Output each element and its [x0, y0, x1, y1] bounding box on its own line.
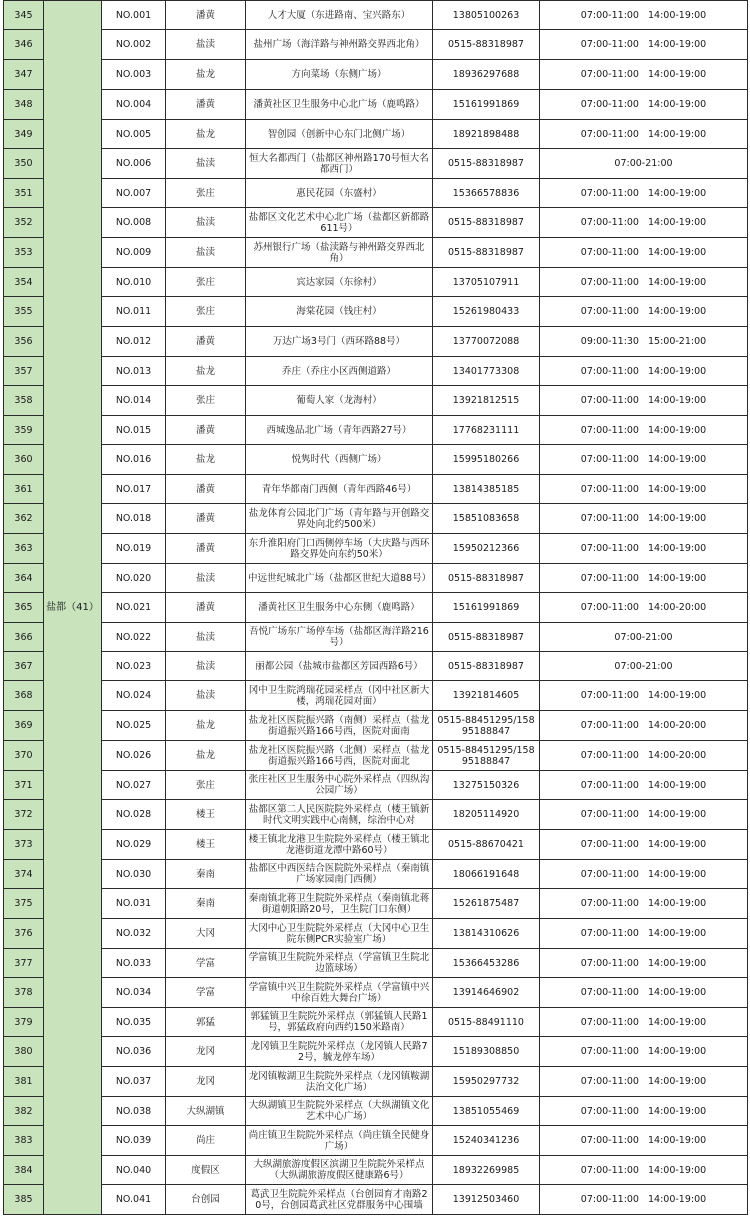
- phone-cell: 15261980433: [433, 297, 540, 327]
- district-cell: 盐都（41）: [44, 1, 102, 1215]
- site-code-cell: NO.004: [102, 90, 166, 120]
- phone-cell: 17768231111: [433, 416, 540, 445]
- row-seq-cell: 346: [4, 30, 44, 60]
- area-cell: 张庄: [166, 771, 246, 800]
- area-cell: 尚庄: [166, 1126, 246, 1156]
- site-name-cell: 吾悦广场东广场停车场（盐都区海洋路216号）: [246, 623, 433, 652]
- table-row: [4, 1126, 748, 1156]
- site-name-cell: 方向菜场（东侧广场）: [246, 60, 433, 90]
- area-cell: 秦南: [166, 860, 246, 889]
- table-row: [4, 386, 748, 416]
- area-cell: 台创园: [166, 1185, 246, 1215]
- site-code-cell: NO.023: [102, 652, 166, 681]
- phone-cell: 15995180266: [433, 445, 540, 475]
- area-cell: 盐渎: [166, 238, 246, 268]
- site-name-cell: 恒大名都西门（盐都区神州路170号恒大名都西门）: [246, 149, 433, 179]
- phone-cell: 15189308850: [433, 1037, 540, 1067]
- area-cell: 龙冈: [166, 1067, 246, 1097]
- area-cell: 盐渎: [166, 30, 246, 60]
- site-name-cell: 大纵湖镇卫生院院外采样点（大纵湖镇文化艺术中心广场）: [246, 1097, 433, 1126]
- area-cell: 盐渎: [166, 564, 246, 593]
- hours-cell: 07:00-11:00 14:00-19:00: [540, 504, 748, 534]
- area-cell: 盐龙: [166, 60, 246, 90]
- row-seq-cell: 347: [4, 60, 44, 90]
- site-name-cell: 西城逸品北广场（青年西路27号）: [246, 416, 433, 445]
- site-code-cell: NO.025: [102, 711, 166, 741]
- phone-cell: 0515-88451295/15895188847: [433, 741, 540, 771]
- hours-cell: 07:00-11:00 14:00-19:00: [540, 1097, 748, 1126]
- phone-cell: 13914646902: [433, 978, 540, 1008]
- site-name-cell: 丽都公园（盐城市盐都区芳园西路6号）: [246, 652, 433, 681]
- row-seq-cell: 378: [4, 978, 44, 1008]
- area-cell: 潘黄: [166, 416, 246, 445]
- table-row: [4, 1, 748, 30]
- table-row: [4, 179, 748, 208]
- phone-cell: 13912503460: [433, 1185, 540, 1215]
- site-name-cell: 大纵湖旅游度假区滨湖卫生院院外采样点（大纵湖旅游度假区健康路6号）: [246, 1156, 433, 1185]
- table-row: [4, 652, 748, 681]
- table-row: [4, 564, 748, 593]
- site-code-cell: NO.014: [102, 386, 166, 416]
- table-row: [4, 771, 748, 800]
- hours-cell: 07:00-11:00 14:00-19:00: [540, 297, 748, 327]
- site-code-cell: NO.034: [102, 978, 166, 1008]
- row-seq-cell: 384: [4, 1156, 44, 1185]
- hours-cell: 07:00-11:00 14:00-19:00: [540, 919, 748, 949]
- row-seq-cell: 361: [4, 475, 44, 504]
- row-seq-cell: 368: [4, 681, 44, 711]
- phone-cell: 0515-88318987: [433, 623, 540, 652]
- area-cell: 张庄: [166, 386, 246, 416]
- site-name-cell: 人才大厦（东进路南、宝兴路东）: [246, 1, 433, 30]
- area-cell: 盐龙: [166, 741, 246, 771]
- hours-cell: 07:00-11:00 14:00-19:00: [540, 889, 748, 919]
- table-row: [4, 919, 748, 949]
- site-name-cell: 郭猛镇卫生院院外采样点（郭猛镇人民路1号，郭猛政府向西约150米路南）: [246, 1008, 433, 1037]
- area-cell: 盐渎: [166, 149, 246, 179]
- phone-cell: 18936297688: [433, 60, 540, 90]
- row-seq-cell: 373: [4, 830, 44, 860]
- area-cell: 大冈: [166, 919, 246, 949]
- row-seq-cell: 358: [4, 386, 44, 416]
- phone-cell: 0515-88318987: [433, 149, 540, 179]
- site-name-cell: 苏州银行广场（盐渎路与神州路交界西北角）: [246, 238, 433, 268]
- area-cell: 潘黄: [166, 534, 246, 564]
- area-cell: 大纵湖镇: [166, 1097, 246, 1126]
- phone-cell: 0515-88318987: [433, 652, 540, 681]
- site-code-cell: NO.005: [102, 120, 166, 149]
- phone-cell: 13805100263: [433, 1, 540, 30]
- table-row: [4, 475, 748, 504]
- hours-cell: 07:00-11:00 14:00-19:00: [540, 208, 748, 238]
- row-seq-cell: 365: [4, 593, 44, 623]
- site-code-cell: NO.039: [102, 1126, 166, 1156]
- site-code-cell: NO.015: [102, 416, 166, 445]
- site-code-cell: NO.003: [102, 60, 166, 90]
- area-cell: 盐渎: [166, 652, 246, 681]
- phone-cell: 18205114920: [433, 800, 540, 830]
- hours-cell: 07:00-11:00 14:00-20:00: [540, 711, 748, 741]
- table-row: [4, 1156, 748, 1185]
- site-name-cell: 中远世纪城北广场（盐都区世纪大道88号）: [246, 564, 433, 593]
- site-code-cell: NO.012: [102, 327, 166, 357]
- hours-cell: 07:00-11:00 14:00-19:00: [540, 949, 748, 978]
- site-code-cell: NO.024: [102, 681, 166, 711]
- site-code-cell: NO.040: [102, 1156, 166, 1185]
- area-cell: 盐龙: [166, 120, 246, 149]
- area-cell: 龙冈: [166, 1037, 246, 1067]
- site-name-cell: 学富镇卫生院院外采样点（学富镇卫生院北边篮球场）: [246, 949, 433, 978]
- site-code-cell: NO.002: [102, 30, 166, 60]
- table-row: [4, 741, 748, 771]
- site-code-cell: NO.041: [102, 1185, 166, 1215]
- row-seq-cell: 356: [4, 327, 44, 357]
- table-row: [4, 681, 748, 711]
- site-name-cell: 盐龙社区医院振兴路（北侧）采样点（盐龙街道振兴路166号西，医院对面北: [246, 741, 433, 771]
- hours-cell: 07:00-11:00 14:00-19:00: [540, 771, 748, 800]
- site-code-cell: NO.038: [102, 1097, 166, 1126]
- table-row: [4, 120, 748, 149]
- phone-cell: 0515-88318987: [433, 238, 540, 268]
- hours-cell: 07:00-11:00 14:00-19:00: [540, 1067, 748, 1097]
- hours-cell: 07:00-11:00 14:00-19:00: [540, 1037, 748, 1067]
- phone-cell: 13921812515: [433, 386, 540, 416]
- hours-cell: 07:00-11:00 14:00-19:00: [540, 268, 748, 297]
- site-code-cell: NO.021: [102, 593, 166, 623]
- row-seq-cell: 376: [4, 919, 44, 949]
- hours-cell: 07:00-11:00 14:00-19:00: [540, 800, 748, 830]
- site-name-cell: 智创园（创新中心东门北侧广场）: [246, 120, 433, 149]
- site-code-cell: NO.029: [102, 830, 166, 860]
- hours-cell: 07:00-11:00 14:00-19:00: [540, 357, 748, 386]
- site-name-cell: 乔庄（乔庄小区西侧道路）: [246, 357, 433, 386]
- area-cell: 潘黄: [166, 593, 246, 623]
- area-cell: 张庄: [166, 179, 246, 208]
- site-name-cell: 葡萄人家（龙海村）: [246, 386, 433, 416]
- site-name-cell: 冈中卫生院鸿瑞花园采样点（冈中社区新大楼，鸿瑞花园对面）: [246, 681, 433, 711]
- area-cell: 盐渎: [166, 623, 246, 652]
- phone-cell: 18921898488: [433, 120, 540, 149]
- area-cell: 秦南: [166, 889, 246, 919]
- area-cell: 张庄: [166, 297, 246, 327]
- table-row: [4, 1185, 748, 1215]
- row-seq-cell: 377: [4, 949, 44, 978]
- row-seq-cell: 369: [4, 711, 44, 741]
- site-code-cell: NO.010: [102, 268, 166, 297]
- row-seq-cell: 372: [4, 800, 44, 830]
- table-row: [4, 534, 748, 564]
- table-row: [4, 60, 748, 90]
- hours-cell: 07:00-11:00 14:00-19:00: [540, 830, 748, 860]
- site-code-cell: NO.020: [102, 564, 166, 593]
- site-name-cell: 盐龙体育公园北门广场（青年路与开创路交界处向北约500米）: [246, 504, 433, 534]
- row-seq-cell: 351: [4, 179, 44, 208]
- row-seq-cell: 364: [4, 564, 44, 593]
- table-row: [4, 978, 748, 1008]
- area-cell: 盐龙: [166, 445, 246, 475]
- site-code-cell: NO.030: [102, 860, 166, 889]
- hours-cell: 07:00-11:00 14:00-19:00: [540, 60, 748, 90]
- hours-cell: 07:00-21:00: [540, 652, 748, 681]
- area-cell: 盐龙: [166, 711, 246, 741]
- site-code-cell: NO.006: [102, 149, 166, 179]
- table-row: [4, 30, 748, 60]
- site-code-cell: NO.037: [102, 1067, 166, 1097]
- phone-cell: 0515-88670421: [433, 830, 540, 860]
- phone-cell: 13401773308: [433, 357, 540, 386]
- area-cell: 盐渎: [166, 208, 246, 238]
- phone-cell: 0515-88318987: [433, 564, 540, 593]
- site-code-cell: NO.019: [102, 534, 166, 564]
- hours-cell: 07:00-11:00 14:00-19:00: [540, 860, 748, 889]
- table-row: [4, 1097, 748, 1126]
- site-name-cell: 尚庄镇卫生院院外采样点（尚庄镇全民健身广场）: [246, 1126, 433, 1156]
- area-cell: 盐龙: [166, 357, 246, 386]
- site-name-cell: 盐州广场（海洋路与神州路交界西北角）: [246, 30, 433, 60]
- row-seq-cell: 383: [4, 1126, 44, 1156]
- phone-cell: 13814385185: [433, 475, 540, 504]
- phone-cell: 15366578836: [433, 179, 540, 208]
- site-name-cell: 万达广场3号门（西环路88号）: [246, 327, 433, 357]
- table-row: [4, 949, 748, 978]
- site-code-cell: NO.011: [102, 297, 166, 327]
- site-name-cell: 葛武卫生院院外采样点（台创园育才南路20号，台创园葛武社区党群服务中心围墙: [246, 1185, 433, 1215]
- site-name-cell: 龙冈镇鞍湖卫生院院外采样点（龙冈镇鞍湖法治文化广场）: [246, 1067, 433, 1097]
- table-row: [4, 208, 748, 238]
- row-seq-cell: 354: [4, 268, 44, 297]
- site-name-cell: 盐都区中西医结合医院院外采样点（秦南镇广场家园南门西侧）: [246, 860, 433, 889]
- site-name-cell: 潘黄社区卫生服务中心东侧（鹿鸣路）: [246, 593, 433, 623]
- row-seq-cell: 360: [4, 445, 44, 475]
- row-seq-cell: 350: [4, 149, 44, 179]
- area-cell: 潘黄: [166, 90, 246, 120]
- area-cell: 学富: [166, 949, 246, 978]
- hours-cell: 07:00-11:00 14:00-19:00: [540, 534, 748, 564]
- phone-cell: 0515-88318987: [433, 208, 540, 238]
- table-row: [4, 711, 748, 741]
- site-code-cell: NO.027: [102, 771, 166, 800]
- site-name-cell: 盐都区第二人民医院院外采样点（楼王镇新时代文明实践中心南侧，综治中心对: [246, 800, 433, 830]
- row-seq-cell: 363: [4, 534, 44, 564]
- phone-cell: 18932269985: [433, 1156, 540, 1185]
- row-seq-cell: 381: [4, 1067, 44, 1097]
- area-cell: 郭猛: [166, 1008, 246, 1037]
- site-code-cell: NO.008: [102, 208, 166, 238]
- site-code-cell: NO.016: [102, 445, 166, 475]
- area-cell: 楼王: [166, 800, 246, 830]
- phone-cell: 0515-88318987: [433, 30, 540, 60]
- area-cell: 楼王: [166, 830, 246, 860]
- site-code-cell: NO.032: [102, 919, 166, 949]
- row-seq-cell: 366: [4, 623, 44, 652]
- hours-cell: 07:00-11:00 14:00-19:00: [540, 90, 748, 120]
- table-row: [4, 1067, 748, 1097]
- hours-cell: 07:00-11:00 14:00-19:00: [540, 1185, 748, 1215]
- phone-cell: 13705107911: [433, 268, 540, 297]
- site-code-cell: NO.035: [102, 1008, 166, 1037]
- table-row: [4, 416, 748, 445]
- table-row: [4, 90, 748, 120]
- testing-sites-table: [3, 0, 748, 1215]
- phone-cell: 13814310626: [433, 919, 540, 949]
- table-row: [4, 830, 748, 860]
- phone-cell: 15240341236: [433, 1126, 540, 1156]
- row-seq-cell: 371: [4, 771, 44, 800]
- site-name-cell: 大冈中心卫生院院外采样点（大冈中心卫生院东侧PCR实验室广场）: [246, 919, 433, 949]
- hours-cell: 07:00-11:00 14:00-19:00: [540, 386, 748, 416]
- row-seq-cell: 348: [4, 90, 44, 120]
- phone-cell: 15161991869: [433, 593, 540, 623]
- hours-cell: 07:00-11:00 14:00-19:00: [540, 681, 748, 711]
- area-cell: 潘黄: [166, 1, 246, 30]
- phone-cell: 15366453286: [433, 949, 540, 978]
- row-seq-cell: 379: [4, 1008, 44, 1037]
- phone-cell: 15950212366: [433, 534, 540, 564]
- hours-cell: 07:00-11:00 14:00-19:00: [540, 1126, 748, 1156]
- site-code-cell: NO.033: [102, 949, 166, 978]
- table-row: [4, 860, 748, 889]
- site-code-cell: NO.022: [102, 623, 166, 652]
- area-cell: 潘黄: [166, 504, 246, 534]
- hours-cell: 07:00-11:00 14:00-19:00: [540, 564, 748, 593]
- hours-cell: 07:00-11:00 14:00-19:00: [540, 445, 748, 475]
- phone-cell: 13770072088: [433, 327, 540, 357]
- table-row: [4, 623, 748, 652]
- site-name-cell: 张庄社区卫生服务中心院外采样点（四纵沟公园广场）: [246, 771, 433, 800]
- site-name-cell: 东升淮阳府门口西侧停车场（大庆路与西环路交界处向东约50米）: [246, 534, 433, 564]
- table-row: [4, 357, 748, 386]
- table-row: [4, 149, 748, 179]
- site-name-cell: 潘黄社区卫生服务中心北广场（鹿鸣路）: [246, 90, 433, 120]
- phone-cell: 15950297732: [433, 1067, 540, 1097]
- site-code-cell: NO.007: [102, 179, 166, 208]
- site-name-cell: 盐龙社区医院振兴路（南侧）采样点（盐龙街道振兴路166号西，医院对面南: [246, 711, 433, 741]
- hours-cell: 07:00-11:00 14:00-20:00: [540, 593, 748, 623]
- row-seq-cell: 355: [4, 297, 44, 327]
- table-row: [4, 800, 748, 830]
- site-code-cell: NO.036: [102, 1037, 166, 1067]
- row-seq-cell: 349: [4, 120, 44, 149]
- row-seq-cell: 370: [4, 741, 44, 771]
- row-seq-cell: 359: [4, 416, 44, 445]
- hours-cell: 07:00-11:00 14:00-19:00: [540, 179, 748, 208]
- row-seq-cell: 345: [4, 1, 44, 30]
- phone-cell: 13921814605: [433, 681, 540, 711]
- site-code-cell: NO.001: [102, 1, 166, 30]
- area-cell: 学富: [166, 978, 246, 1008]
- site-name-cell: 龙冈镇卫生院院外采样点（龙冈镇人民路72号，毓龙停车场）: [246, 1037, 433, 1067]
- phone-cell: 0515-88451295/15895188847: [433, 711, 540, 741]
- hours-cell: 07:00-11:00 14:00-19:00: [540, 475, 748, 504]
- site-name-cell: 盐都区文化艺术中心北广场（盐都区新都路611号）: [246, 208, 433, 238]
- row-seq-cell: 362: [4, 504, 44, 534]
- site-code-cell: NO.017: [102, 475, 166, 504]
- table-row: [4, 238, 748, 268]
- table-row: [4, 1008, 748, 1037]
- hours-cell: 07:00-11:00 14:00-19:00: [540, 1, 748, 30]
- row-seq-cell: 357: [4, 357, 44, 386]
- site-name-cell: 宾达家园（东徐村）: [246, 268, 433, 297]
- hours-cell: 07:00-11:00 14:00-19:00: [540, 1156, 748, 1185]
- phone-cell: 13851055469: [433, 1097, 540, 1126]
- area-cell: 盐渎: [166, 681, 246, 711]
- hours-cell: 07:00-21:00: [540, 623, 748, 652]
- area-cell: 潘黄: [166, 475, 246, 504]
- table-row: [4, 297, 748, 327]
- site-name-cell: 楼王镇北龙港卫生院院外采样点（楼王镇北龙港街道龙潭中路60号）: [246, 830, 433, 860]
- hours-cell: 07:00-11:00 14:00-19:00: [540, 1008, 748, 1037]
- area-cell: 潘黄: [166, 327, 246, 357]
- table-row: [4, 445, 748, 475]
- phone-cell: 13275150326: [433, 771, 540, 800]
- site-name-cell: 悦隽时代（西侧广场）: [246, 445, 433, 475]
- area-cell: 张庄: [166, 268, 246, 297]
- row-seq-cell: 374: [4, 860, 44, 889]
- table-row: [4, 593, 748, 623]
- site-name-cell: 学富镇中兴卫生院院外采样点（学富镇中兴中徐百姓大舞台广场）: [246, 978, 433, 1008]
- table-row: [4, 504, 748, 534]
- site-code-cell: NO.009: [102, 238, 166, 268]
- row-seq-cell: 367: [4, 652, 44, 681]
- hours-cell: 07:00-11:00 14:00-19:00: [540, 30, 748, 60]
- row-seq-cell: 352: [4, 208, 44, 238]
- site-code-cell: NO.018: [102, 504, 166, 534]
- row-seq-cell: 385: [4, 1185, 44, 1215]
- site-name-cell: 海棠花园（钱庄村）: [246, 297, 433, 327]
- row-seq-cell: 382: [4, 1097, 44, 1126]
- phone-cell: 0515-88491110: [433, 1008, 540, 1037]
- site-code-cell: NO.026: [102, 741, 166, 771]
- phone-cell: 18066191648: [433, 860, 540, 889]
- table-body: [4, 1, 748, 1215]
- table-row: [4, 889, 748, 919]
- site-name-cell: 秦南镇北蒋卫生院院外采样点（秦南镇北蒋街道朝阳路20号，卫生院门口东侧）: [246, 889, 433, 919]
- phone-cell: 15851083658: [433, 504, 540, 534]
- hours-cell: 07:00-11:00 14:00-20:00: [540, 741, 748, 771]
- row-seq-cell: 375: [4, 889, 44, 919]
- hours-cell: 09:00-11:30 15:00-21:00: [540, 327, 748, 357]
- table-row: [4, 1037, 748, 1067]
- phone-cell: 15161991869: [433, 90, 540, 120]
- row-seq-cell: 353: [4, 238, 44, 268]
- table-row: [4, 268, 748, 297]
- table-row: [4, 327, 748, 357]
- area-cell: 度假区: [166, 1156, 246, 1185]
- site-code-cell: NO.028: [102, 800, 166, 830]
- hours-cell: 07:00-21:00: [540, 149, 748, 179]
- row-seq-cell: 380: [4, 1037, 44, 1067]
- site-code-cell: NO.031: [102, 889, 166, 919]
- hours-cell: 07:00-11:00 14:00-19:00: [540, 120, 748, 149]
- hours-cell: 07:00-11:00 14:00-19:00: [540, 416, 748, 445]
- phone-cell: 15261875487: [433, 889, 540, 919]
- hours-cell: 07:00-11:00 14:00-19:00: [540, 238, 748, 268]
- site-name-cell: 青年华都南门西侧（青年西路46号）: [246, 475, 433, 504]
- site-code-cell: NO.013: [102, 357, 166, 386]
- site-name-cell: 惠民花园（东盛村）: [246, 179, 433, 208]
- hours-cell: 07:00-11:00 14:00-19:00: [540, 978, 748, 1008]
